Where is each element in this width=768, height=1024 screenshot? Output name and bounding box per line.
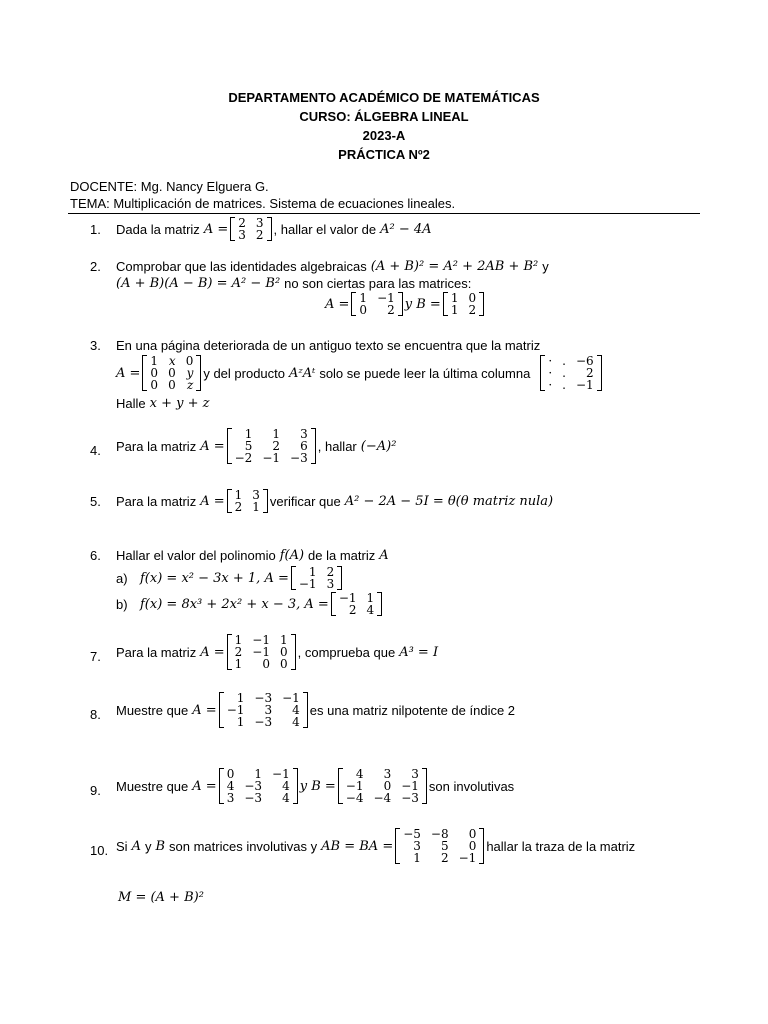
- matrix-cell: 2: [272, 439, 281, 453]
- matrix-cell: −2: [234, 451, 253, 465]
- matrix-label: B: [155, 838, 166, 854]
- matrix-cell: 1: [252, 500, 260, 514]
- matrix-cell: 1: [150, 354, 159, 368]
- matrix-cell: −4: [373, 791, 392, 805]
- matrix-cell: −1: [338, 591, 357, 605]
- problem-text: Muestre que: [116, 702, 189, 718]
- problem-number: 2.: [90, 259, 101, 274]
- problem-number: 10.: [90, 843, 109, 858]
- matrix-cell: 1: [450, 303, 459, 317]
- matrix-cell: 3: [411, 767, 419, 781]
- matrix-a: [219, 768, 298, 804]
- matrix-cell: 3: [326, 577, 335, 591]
- matrix-cell: 2: [326, 565, 335, 579]
- matrix-cell: −1: [252, 633, 270, 647]
- matrix-label: y B =: [299, 778, 336, 794]
- matrix-cell: −4: [345, 791, 364, 805]
- matrix-cell: 1: [236, 691, 245, 705]
- matrix-cell: y: [186, 366, 194, 380]
- bracket-right: [377, 592, 382, 616]
- product-expression: AᶻAᵗ: [289, 365, 316, 381]
- matrix-label: A =: [200, 644, 225, 660]
- matrix-cell: 1: [279, 633, 288, 647]
- matrix-cell: 0: [168, 366, 176, 380]
- matrix-a: [227, 634, 296, 670]
- matrix-cell: −6: [575, 354, 594, 368]
- matrix-cell: .: [562, 366, 566, 380]
- problem-text: son involutivas: [428, 778, 515, 794]
- matrix-cell: 6: [300, 439, 308, 453]
- matrix-a: [230, 217, 271, 241]
- bracket-right: [293, 768, 298, 804]
- year-label: 2023-A: [362, 128, 406, 143]
- matrix-cell: 5: [244, 439, 253, 453]
- matrix-cell: −3: [290, 451, 308, 465]
- matrix-cell: .: [562, 378, 566, 392]
- matrix-cell: 3: [252, 488, 260, 502]
- bracket-right: [337, 566, 342, 590]
- problem-text: es una matriz nilpotente de índice 2: [309, 702, 516, 718]
- matrix-cell: 1: [272, 427, 281, 441]
- matrix-cell: ·: [548, 378, 553, 392]
- matrix-cell: 2: [440, 851, 449, 865]
- problem-text: de la matriz: [308, 548, 376, 563]
- matrix-b: [443, 292, 484, 316]
- bracket-right: [311, 428, 316, 464]
- bracket-right: [267, 217, 272, 241]
- problem-text: , comprueba que: [297, 644, 396, 660]
- matrix-column: [540, 355, 601, 391]
- matrix-cell: −3: [244, 791, 263, 805]
- matrix-cell: 1: [254, 767, 263, 781]
- matrix-cell: 0: [468, 827, 477, 841]
- matrix-cell: −1: [282, 691, 300, 705]
- bracket-right: [422, 768, 427, 804]
- problem-text: Si: [116, 838, 128, 854]
- matrix-cell: 4: [282, 779, 290, 793]
- matrix-b: [338, 768, 427, 804]
- matrix-cell: 1: [234, 488, 243, 502]
- matrix-cell: −1: [262, 451, 281, 465]
- problem-text: , hallar el valor de: [273, 221, 377, 237]
- problem-text: solo se puede leer la última columna: [319, 365, 531, 381]
- matrix-cell: 2: [234, 500, 243, 514]
- matrix-cell: 3: [238, 228, 246, 242]
- problem-text: verificar que: [269, 493, 341, 509]
- matrix-cell: 4: [355, 767, 364, 781]
- expression: f(x) = 8x³ + 2x² + x − 3, A =: [140, 596, 329, 612]
- matrix-label: A =: [116, 365, 141, 381]
- expression: M = (A + B)²: [118, 890, 204, 905]
- expression: (−A)²: [360, 438, 397, 454]
- course-title: CURSO: ÁLGEBRA LINEAL: [299, 109, 469, 124]
- problem-number: 8.: [90, 707, 101, 722]
- bracket-right: [303, 692, 308, 728]
- teacher-line: DOCENTE: Mg. Nancy Elguera G.: [70, 179, 269, 194]
- header-divider: [68, 213, 700, 214]
- expression: A³ = I: [399, 644, 439, 660]
- matrix-cell: 3: [413, 839, 421, 853]
- matrix-label: A =: [325, 296, 350, 312]
- matrix-cell: 1: [234, 633, 243, 647]
- problem-text: Para la matriz: [116, 493, 197, 509]
- matrix-cell: 2: [468, 303, 477, 317]
- matrix-cell: −1: [458, 851, 477, 865]
- matrix-label: y B =: [404, 296, 441, 312]
- identity-1: (A + B)² = A² + 2AB + B²: [370, 259, 539, 274]
- matrix-cell: 0: [383, 779, 392, 793]
- matrix-cell: 0: [279, 645, 288, 659]
- matrix-a: [351, 292, 402, 316]
- matrix-cell: ·: [548, 354, 553, 368]
- matrix-cell: −1: [298, 577, 317, 591]
- matrix-a: [227, 428, 316, 464]
- matrix-product: [395, 828, 484, 864]
- bracket-right: [398, 292, 403, 316]
- matrix-cell: 0: [150, 366, 159, 380]
- problem-text: Dada la matriz: [116, 221, 200, 237]
- matrix-cell: 1: [450, 291, 459, 305]
- matrix-cell: 3: [226, 791, 235, 805]
- matrix-cell: 2: [348, 603, 357, 617]
- matrix-cell: 0: [168, 378, 176, 392]
- department-title: DEPARTAMENTO ACADÉMICO DE MATEMÁTICAS: [228, 90, 540, 105]
- matrix-cell: 1: [234, 657, 243, 671]
- matrix-cell: 0: [185, 354, 194, 368]
- matrix-cell: −1: [401, 779, 419, 793]
- problem-text: y del producto: [203, 365, 286, 381]
- identity-2: (A + B)(A − B) = A² − B²: [116, 276, 281, 291]
- expression: x + y + z: [149, 396, 210, 411]
- bracket-right: [479, 828, 484, 864]
- matrix-label: A =: [200, 493, 225, 509]
- matrix-cell: 5: [440, 839, 449, 853]
- problem-text: son matrices involutivas y: [169, 838, 318, 854]
- matrix-cell: 3: [383, 767, 392, 781]
- expression: A² − 4A: [380, 221, 432, 237]
- subitem-label: a): [116, 570, 128, 586]
- matrix-cell: 0: [150, 378, 159, 392]
- matrix-cell: −3: [254, 715, 273, 729]
- matrix-cell: 0: [226, 767, 235, 781]
- expression: A² − 2A − 5I = θ(θ matriz nula): [344, 493, 554, 509]
- matrix-cell: −1: [377, 291, 395, 305]
- bracket-right: [263, 489, 268, 513]
- subitem-label: b): [116, 596, 128, 612]
- matrix-cell: 4: [292, 703, 300, 717]
- matrix-cell: −5: [403, 827, 421, 841]
- matrix-cell: 2: [387, 303, 395, 317]
- matrix-label: A =: [192, 778, 217, 794]
- matrix-cell: −3: [254, 691, 273, 705]
- matrix-cell: z: [187, 378, 194, 392]
- matrix-cell: −8: [430, 827, 449, 841]
- topic-line: TEMA: Multiplicación de matrices. Sistema de ecuaciones lineales.: [70, 196, 456, 211]
- problem-text: Hallar el valor del polinomio: [116, 548, 276, 563]
- problem-text: , hallar: [317, 438, 357, 454]
- matrix-label: A =: [192, 702, 217, 718]
- matrix-label: A =: [200, 438, 225, 454]
- matrix-cell: x: [168, 354, 176, 368]
- matrix-cell: 2: [238, 216, 246, 230]
- matrix-cell: 3: [264, 703, 273, 717]
- matrix-cell: 2: [234, 645, 243, 659]
- matrix-cell: 0: [468, 839, 477, 853]
- conjunction: y: [144, 838, 152, 854]
- matrix-cell: −3: [401, 791, 419, 805]
- problem-text: Para la matriz: [116, 438, 197, 454]
- problem-text: Muestre que: [116, 778, 189, 794]
- practice-title: PRÁCTICA Nº2: [338, 147, 430, 162]
- matrix-cell: 3: [300, 427, 308, 441]
- problem-text: hallar la traza de la matriz: [486, 838, 636, 854]
- matrix-a: [142, 355, 201, 391]
- document-header: [0, 88, 768, 164]
- matrix-cell: 1: [366, 591, 375, 605]
- matrix-cell: 4: [282, 791, 290, 805]
- matrix-cell: 0: [468, 291, 477, 305]
- matrix-cell: 2: [586, 366, 594, 380]
- problem-number: 5.: [90, 494, 101, 509]
- matrix-cell: −3: [244, 779, 263, 793]
- bracket-right: [291, 634, 296, 670]
- matrix-cell: 1: [359, 291, 368, 305]
- equation: AB = BA =: [321, 838, 394, 854]
- bracket-right: [597, 355, 602, 391]
- function-label: f(A): [279, 548, 305, 563]
- matrix-cell: 0: [359, 303, 368, 317]
- matrix-cell: −1: [226, 703, 245, 717]
- matrix-cell: 4: [366, 603, 375, 617]
- problem-number: 7.: [90, 649, 101, 664]
- matrix-cell: 4: [226, 779, 235, 793]
- conjunction: y: [542, 259, 549, 274]
- problem-number: 3.: [90, 338, 101, 353]
- matrix-cell: .: [562, 354, 566, 368]
- matrix-cell: −1: [272, 767, 290, 781]
- matrix-cell: −1: [252, 645, 270, 659]
- matrix-a: [227, 489, 268, 513]
- matrix-a: [291, 566, 342, 590]
- problem-text: Comprobar que las identidades algebraicas: [116, 259, 367, 274]
- problem-number: 6.: [90, 548, 101, 563]
- document-meta: [70, 178, 455, 212]
- matrix-cell: 4: [292, 715, 300, 729]
- matrix-label: A: [131, 838, 141, 854]
- problem-number: 9.: [90, 783, 101, 798]
- problem-text: Halle: [116, 396, 146, 411]
- bracket-right: [479, 292, 484, 316]
- bracket-right: [196, 355, 201, 391]
- matrix-cell: ·: [548, 366, 553, 380]
- matrix-cell: 3: [255, 216, 264, 230]
- matrix-cell: 1: [244, 427, 253, 441]
- matrix-a: [219, 692, 308, 728]
- matrix-cell: 0: [279, 657, 288, 671]
- matrix-cell: −1: [575, 378, 594, 392]
- matrix-cell: −1: [345, 779, 364, 793]
- matrix-a: [331, 592, 382, 616]
- problem-number: 4.: [90, 443, 101, 458]
- matrix-label: A =: [203, 221, 229, 237]
- matrix-cell: 2: [255, 228, 264, 242]
- problem-number: 1.: [90, 222, 101, 237]
- expression: f(x) = x² − 3x + 1, A =: [140, 570, 289, 586]
- matrix-cell: 1: [413, 851, 421, 865]
- problem-text: Para la matriz: [116, 644, 197, 660]
- problem-text: En una página deteriorada de un antiguo texto se encuentra que la matriz: [116, 338, 541, 353]
- matrix-label: A: [379, 548, 389, 563]
- matrix-cell: 1: [308, 565, 317, 579]
- problem-text: no son ciertas para las matrices:: [284, 276, 472, 291]
- matrix-cell: 1: [236, 715, 245, 729]
- matrix-cell: 0: [262, 657, 270, 671]
